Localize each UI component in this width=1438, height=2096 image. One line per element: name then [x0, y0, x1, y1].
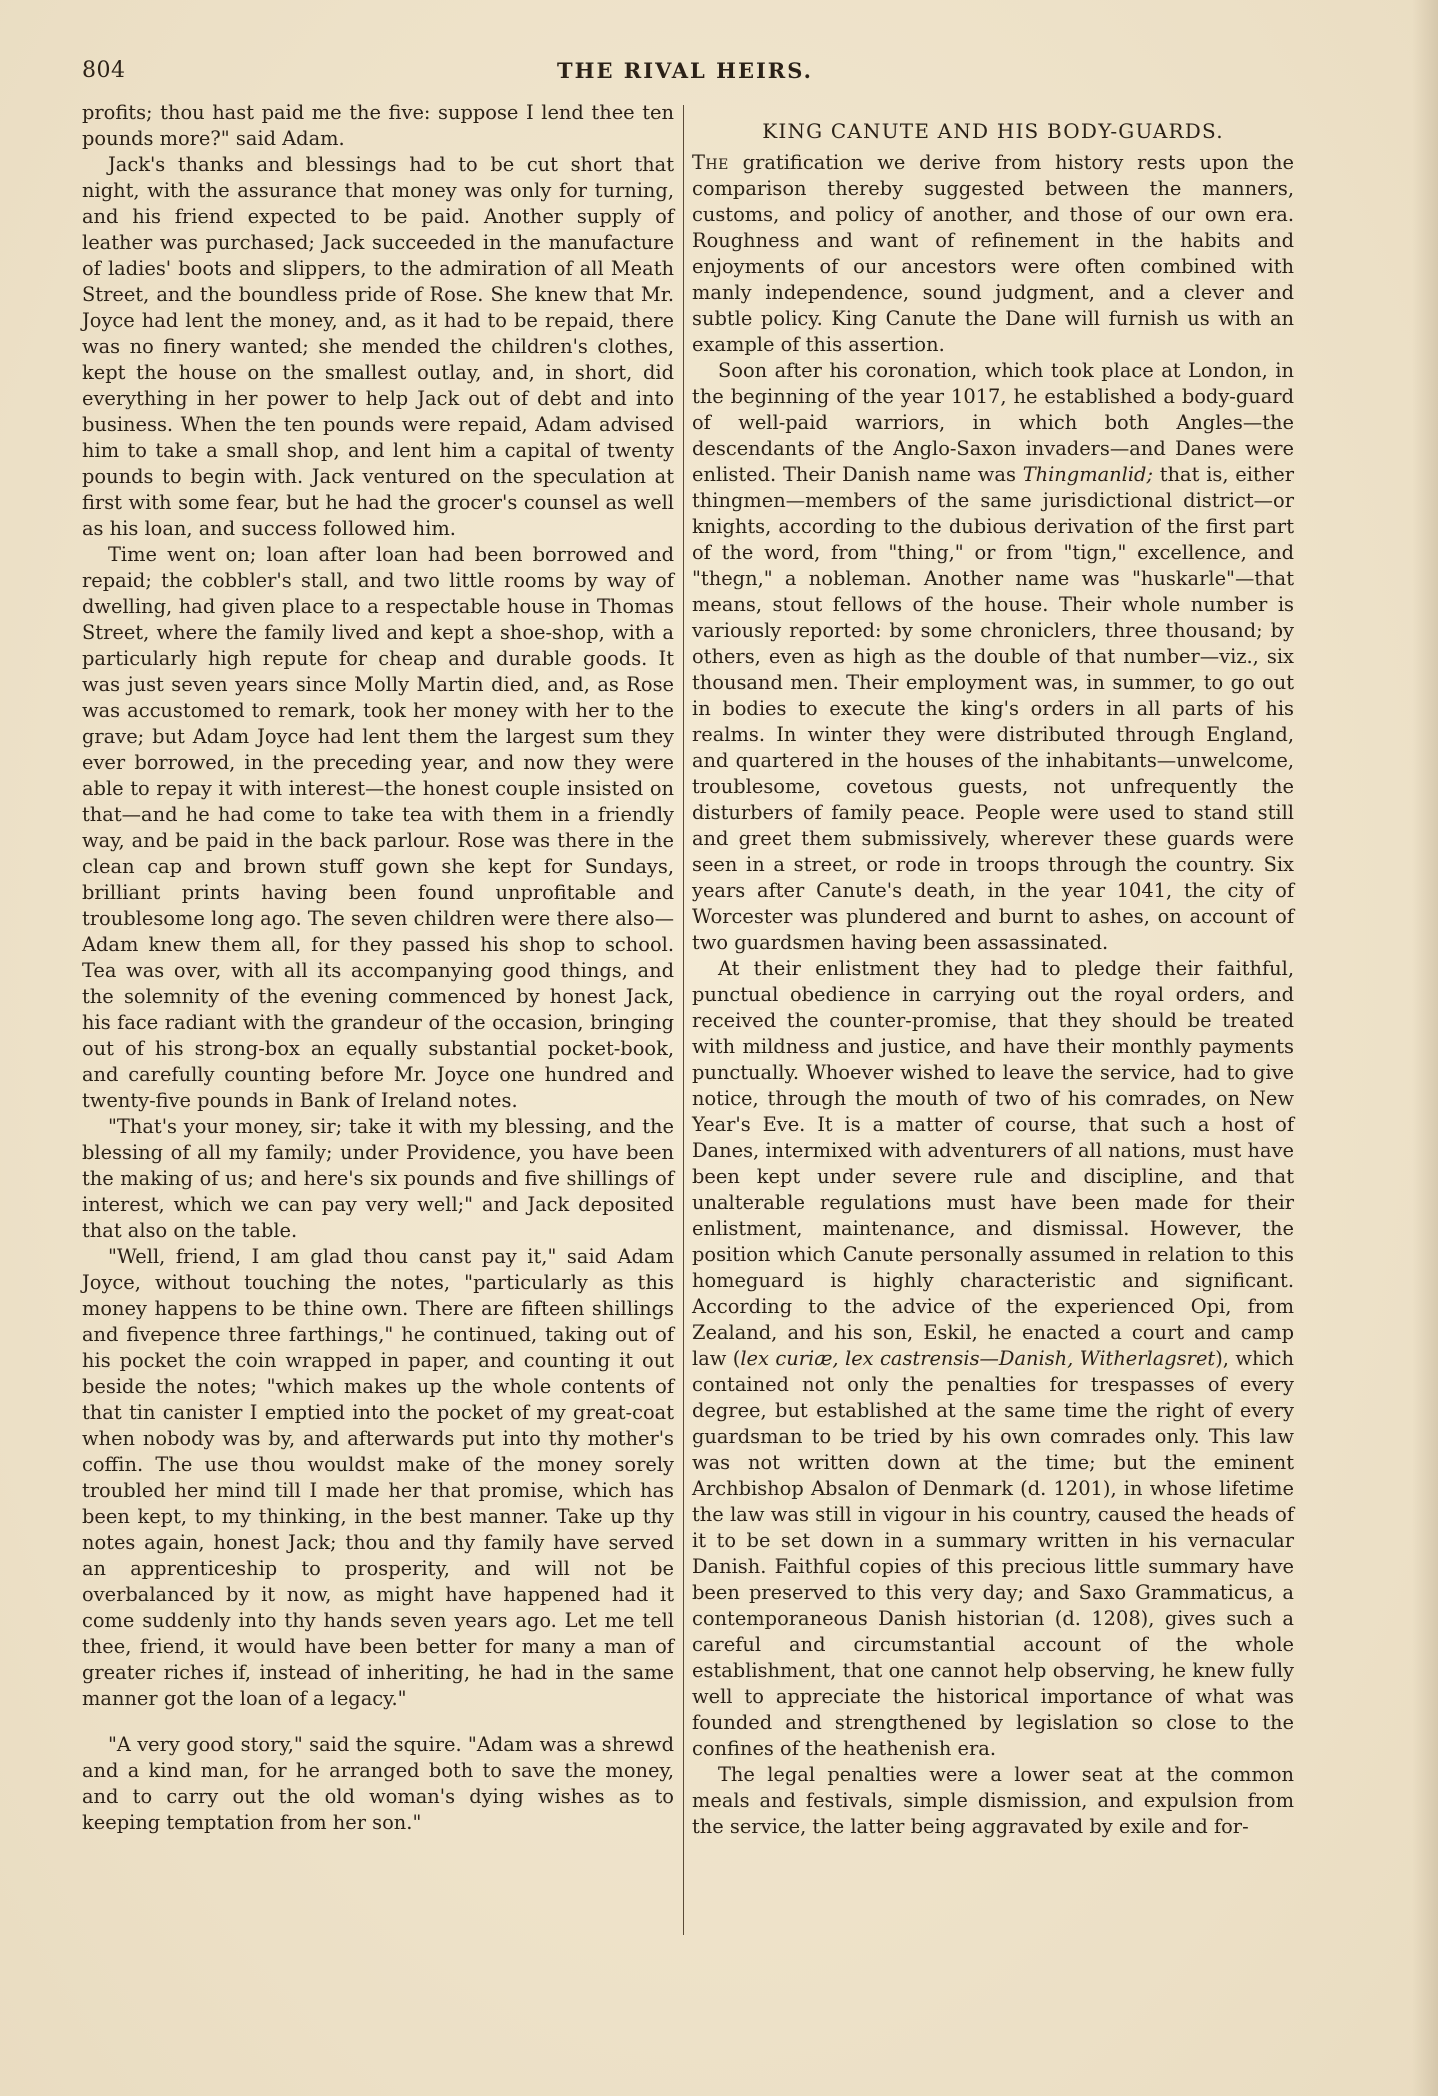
paragraph: profits; thou hast paid me the five: suppose I lend thee ten pounds more?" said Adam.	[82, 101, 674, 150]
paragraph: "A very good story," said the squire. "Adam was a shrewd and a kind man, for he arranged both to save the money, and to carry out the old woman's dying wishes as to keeping temptation from her son."	[82, 1733, 674, 1834]
page-number: 804	[82, 58, 126, 83]
page-edge-shadow	[1412, 0, 1438, 2096]
paragraph-text: At their enlistment they had to pledge their faithful, punctual obedience in carrying out the royal orders, and received the counter-promise, that they should be treated with mildness and justice, and have their monthly payments punctually. Whoever wished to leave the service, had to give notice, through the mouth of two of his comrades, on New Year's Eve. It is a matter of course, that such a host of Danes, intermixed with adventurers of all nations, must have been kept under severe rule and discipline, and that unalterable regulations must have been made for their enlistment, maintenance, and dismissal. However, the position which Canute personally assumed in relation to this homeguard is highly characteristic and significant. According to the advice of the experienced Opi, from Zealand, and his son, Eskil, he enacted a court and camp law (	[692, 957, 1294, 1370]
paragraph	[692, 956, 1294, 1762]
paragraph: Jack's thanks and blessings had to be cut short that night, with the assurance that money was only for turning, and his friend expected to be paid. Another supply of leather was purchased; Jack succeeded in the manufacture of ladies' boots and slippers, to the admiration of all Meath Street, and the boundless pride of Rose. She knew that Mr. Joyce had lent the money, and, as it had to be repaid, there was no finery wanted; she mended the children's clothes, kept the house on the smallest outlay, and, in short, did everything in her power to help Jack out of debt and into business. When the ten pounds were repaid, Adam advised him to take a small shop, and lent him a capital of twenty pounds to begin with. Jack ventured on the speculation at first with some fear, but he had the grocer's counsel as well as his loan, and success followed him.	[82, 153, 674, 540]
italic-term: Thingmanlid;	[1022, 463, 1153, 486]
paragraph: "That's your money, sir; take it with my blessing, and the blessing of all my family; under Providence, you have been the making of us; and here's six pounds and five shillings of interest, which we can pay very well;" and Jack deposited that also on the table.	[82, 1115, 674, 1242]
paragraph	[692, 150, 1294, 358]
paragraph	[692, 358, 1294, 956]
paragraph-text: ), which contained not only the penalties for trespasses of every degree, but established at the same time the right of every guardsman to be tried by his own comrades only. This law was not written down at the time; but the eminent Archbishop Absalon of Denmark (d. 1201), in whose lifetime the law was still in vigour in his country, caused the heads of it to be set down in a summary written in his vernacular Danish. Faithful copies of this precious little summary have been preserved to this very day; and Saxo Grammaticus, a contemporaneous Danish historian (d. 1208), gives such a careful and circumstantial account of the whole establishment, that one cannot help observing, he knew fully well to appreciate the historical importance of what was founded and strengthened by legislation so close to the confines of the heathenish era.	[692, 1347, 1294, 1760]
paragraph: "Well, friend, I am glad thou canst pay it," said Adam Joyce, without touching the notes, "particularly as this money happens to be thine own. There are fifteen shillings and fivepence three farthings," he continued, taking out of his pocket the coin wrapped in paper, and counting it out beside the notes; "which makes up the whole contents of that tin canister I emptied into the pocket of my great-coat when nobody was by, and afterwards put into thy mother's coffin. The use thou wouldst make of the money sorely troubled her mind till I made her that promise, which has been kept, to my thinking, in the best manner. Take up thy notes again, honest Jack; thou and thy family have served an apprenticeship to prosperity, and will not be overbalanced by it now, as might have happened had it come suddenly into thy hands seven years ago. Let me tell thee, friend, it would have been better for many a man of greater riches if, instead of inheriting, he had in the same manner got the loan of a legacy."	[82, 1245, 674, 1710]
paragraph-text: gratification we derive from history rests upon the comparison thereby suggested between the manners, customs, and policy of another, and those of our own era. Roughness and want of refinement in the habits and enjoyments of our ancestors were often combined with manly independence, sound judgment, and a clever and subtle policy. King Canute the Dane will furnish us with an example of this assertion.	[692, 151, 1294, 356]
paragraph-text: that is, either thingmen—members of the same jurisdictional district—or knights, according to the dubious derivation of the first part of the word, from "thing," or from "tign," excellence, and "thegn," a nobleman. Another name was "huskarle"—that means, stout fellows of the house. Their whole number is variously reported: by some chroniclers, three thousand; by others, even as high as the double of that number—viz., six thousand men. Their employment was, in summer, to go out in bodies to execute the king's orders in all parts of his realms. In winter they were distributed through England, and quartered in the houses of the inhabitants—unwelcome, troublesome, covetous guests, not unfrequently the disturbers of family peace. People were used to stand still and greet them submissively, wherever these guards were seen in a street, or rode in troops through the country. Six years after Canute's death, in the year 1041, the city of Worcester was plundered and burnt to ashes, on account of two guardsmen having been assassinated.	[692, 463, 1294, 954]
paragraph: Time went on; loan after loan had been borrowed and repaid; the cobbler's stall, and two little rooms by way of dwelling, had given place to a respectable house in Thomas Street, where the family lived and kept a shoe-shop, with a particularly high repute for cheap and durable goods. It was just seven years since Molly Martin died, and, as Rose was accustomed to remark, took her money with her to the grave; but Adam Joyce had lent them the largest sum they ever borrowed, in the preceding year, and now they were able to repay it with interest—the honest couple insisted on that—and he had come to take tea with them in a friendly way, and be paid in the back parlour. Rose was there in the clean cap and brown stuff gown she kept for Sundays, brilliant prints having been found unprofitable and troublesome long ago. The seven children were there also—Adam knew them all, for they passed his shop to school. Tea was over, with all its accompanying good things, and the solemnity of the evening commenced by honest Jack, his face radiant with the grandeur of the occasion, bringing out of his strong-box an equally substantial pocket-book, and carefully counting before Mr. Joyce one hundred and twenty-five pounds in Bank of Ireland notes.	[82, 543, 674, 1112]
page-header	[82, 58, 1288, 88]
left-column	[82, 100, 674, 2056]
paragraph-text: Soon after his coronation, which took place at London, in the beginning of the year 1017, he established a body-guard of well-paid warriors, in which both Angles—the descendants of the Anglo-Saxon invaders—and Danes were enlisted. Their Danish name was	[692, 359, 1294, 486]
right-column	[692, 100, 1294, 2056]
paragraph: The legal penalties were a lower seat at the common meals and festivals, simple dismission, and expulsion from the service, the latter being aggravated by exile and for-	[692, 1763, 1294, 1838]
opening-word: The	[692, 151, 729, 174]
column-divider	[683, 105, 684, 1935]
running-title: THE RIVAL HEIRS.	[557, 58, 813, 83]
article-title: KING CANUTE AND HIS BODY-GUARDS.	[762, 119, 1224, 143]
italic-term: lex curiæ, lex castrensis—Danish, Witherlagsret	[740, 1347, 1216, 1370]
